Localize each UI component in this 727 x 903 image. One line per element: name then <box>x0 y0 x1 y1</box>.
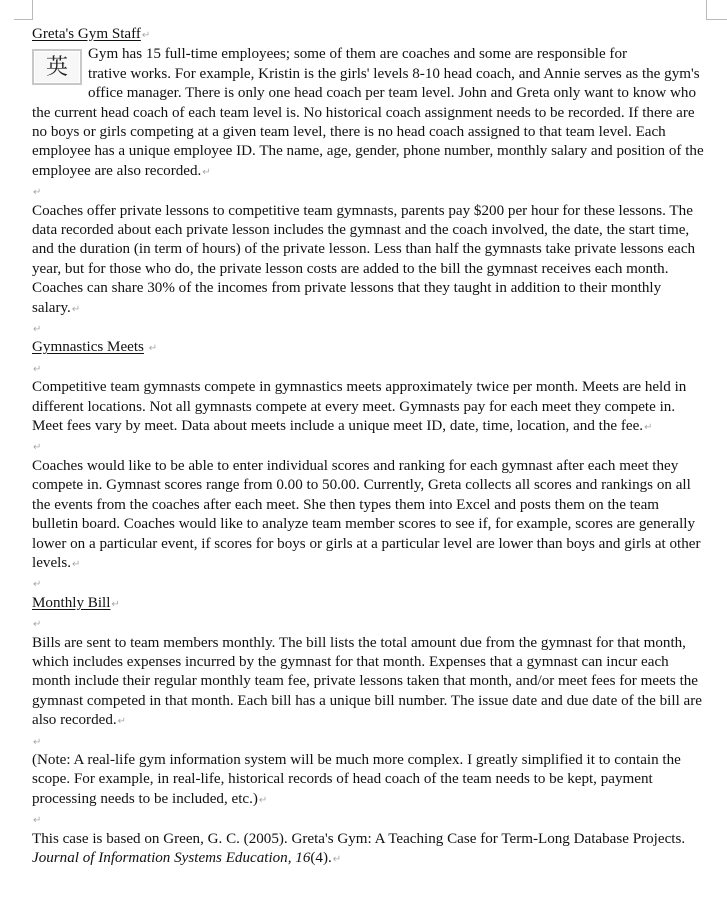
staff-paragraph-2: Coaches offer private lessons to competitive team gymnasts, parents pay $200 per hour for these lessons. The data recorded about each private lesson includes the gymnast and the coach involved, the date, the start time, and the duration (in term of hours) of the private lesson. Less than half the gymnasts take private lessons each year, but for those who do, the private lesson costs are added to the bill the gymnast receives each month. Coaches can share 30% of the incomes from private lessons that they taught in addition to their monthly salary.↵ <box>32 202 696 316</box>
empty-paragraph: ↵ <box>33 619 42 631</box>
paragraph-mark: ↵ <box>117 716 127 728</box>
paragraph-mark: ↵ <box>258 794 268 806</box>
section-heading-meets <box>32 338 708 358</box>
empty-paragraph: ↵ <box>33 187 42 199</box>
crop-mark-left-vertical <box>32 0 33 19</box>
empty-paragraph: ↵ <box>33 736 42 748</box>
crop-mark-right-vertical <box>706 0 707 19</box>
meets-paragraph-1: Competitive team gymnasts compete in gymnastics meets approximately twice per month. Meets are held in different locations. Not all gymnasts compete at every meet. Gymnasts pay for each meet they compete in. Meet fees vary by meet. Data about meets include a unique meet ID, date, time, location, and the fee.↵ <box>32 379 687 435</box>
paragraph-mark: ↵ <box>644 422 653 434</box>
paragraph-mark: ↵ <box>141 30 151 41</box>
paragraph-mark: ↵ <box>71 303 81 315</box>
empty-paragraph: ↵ <box>33 363 42 375</box>
heading-text: Monthly Bill <box>32 594 111 611</box>
note-paragraph: (Note: A real-life gym information system will be much more complex. I greatly simplified it to contain the scope. For example, in real-life, historical records of head coach of the team needs to be kept, payment processing needs to be included, etc.)↵ <box>32 751 681 807</box>
citation-text: This case is based on Green, G. C. (2005). Greta's Gym: A Teaching Case for Term-Long Database Projects. <box>32 830 686 847</box>
crop-mark-left-horizontal <box>14 19 33 20</box>
crop-mark-right-horizontal <box>706 19 727 20</box>
paragraph-mark: ↵ <box>202 166 211 178</box>
empty-paragraph: ↵ <box>33 324 42 336</box>
paragraph-mark: ↵ <box>148 343 158 355</box>
ime-language-indicator[interactable]: 英 <box>32 49 82 85</box>
citation-paragraph <box>32 830 708 870</box>
staff-p1-lead: Gym has 15 full-time employees; some of them are coaches and some are responsible for <box>88 46 628 63</box>
paragraph-mark: ↵ <box>71 558 81 570</box>
heading-text: Greta's Gym Staff <box>32 26 141 42</box>
paragraph-mark: ↵ <box>332 853 342 865</box>
section-heading-staff <box>32 25 708 45</box>
staff-paragraph-1 <box>32 45 708 182</box>
citation-journal: Journal of Information Systems Education, 16 <box>32 849 311 866</box>
empty-paragraph: ↵ <box>33 579 42 591</box>
bill-paragraph-1: Bills are sent to team members monthly. The bill lists the total amount due from the gymnast for that month, which includes expenses incurred by the gymnast for that month. Expenses that a gymnast can incur each month include their regular monthly team fee, private lessons taken that month, and/or meet fees for meets the gymnast competed in that month. Each bill has a unique bill number. The issue date and due date of the bill are also recorded.↵ <box>32 634 702 729</box>
citation-issue: (4). <box>310 849 332 866</box>
empty-paragraph: ↵ <box>33 442 42 454</box>
meets-paragraph-2: Coaches would like to be able to enter individual scores and ranking for each gymnast after each meet they compete in. Gymnast scores range from 0.00 to 50.00. Currently, Greta collects all scores and rankings on all the events from the coaches after each meet. She then types them into Excel and posts them on the team bulletin board. Coaches would like to analyze team member scores to see if, for example, scores are generally lower on a particular event, if scores for boys or girls at a particular level are lower than boys and girls at other levels.↵ <box>32 457 701 571</box>
heading-text: Gymnastics Meets <box>32 339 144 356</box>
section-heading-bill <box>32 594 708 614</box>
paragraph-mark: ↵ <box>111 598 120 610</box>
document-body[interactable] <box>32 25 708 869</box>
staff-p1-rest: the gym's office manager. There is only one head coach per team level. John and Greta only want to know who the current head coach of each team level is. No historical coach assignment needs to be recorded. If there are no boys or girls competing at a given team level, there is no head coach assigned to that team level. Each employee has a unique employee ID. The name, age, gender, phone number, monthly salary and position of the employee are also recorded. <box>32 65 704 179</box>
staff-p1-line2: trative works. For example, Kristin is the girls' levels 8-10 head coach, and Annie serves as <box>88 65 639 82</box>
empty-paragraph: ↵ <box>33 815 42 827</box>
